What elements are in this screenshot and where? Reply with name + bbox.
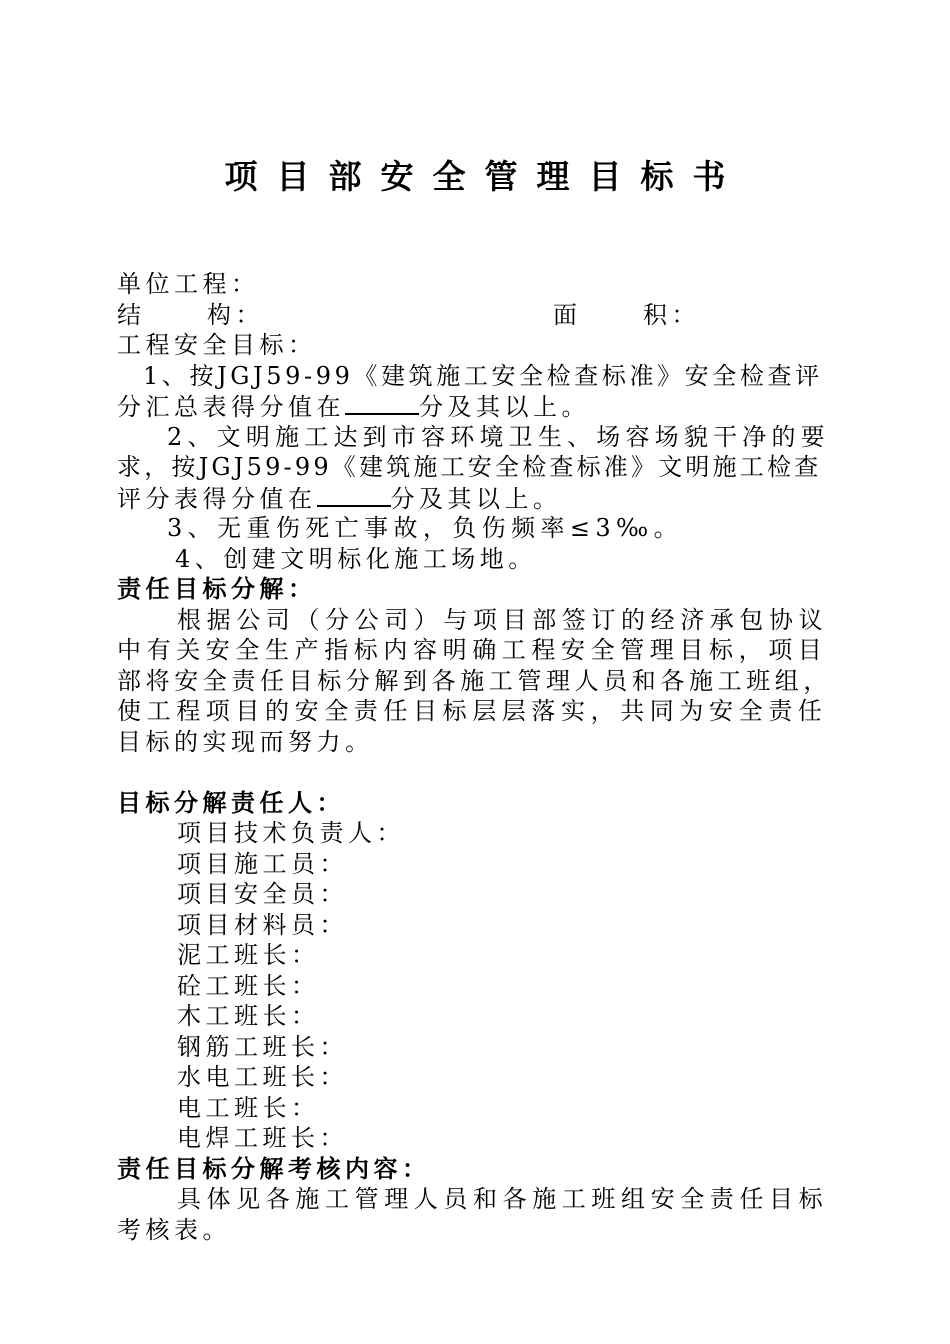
goal-1-text-after-blank: 分及其以上。: [419, 393, 590, 421]
goal-4: 4、创建文明标化施工场地。: [175, 544, 537, 573]
responsible-item: 项目材料员：: [177, 910, 348, 939]
goal-2-text-before-blank: 评分表得分值在: [117, 484, 317, 513]
assessment-heading: 责任目标分解考核内容：: [117, 1153, 431, 1183]
goal-1-line-1: 1、按JGJ59-99《建筑施工安全检查标准》安全检查评: [143, 361, 823, 390]
responsible-item: 电焊工班长：: [177, 1124, 348, 1152]
responsible-item: 木工班长：: [177, 1002, 320, 1030]
structure-label-part-a: 结: [117, 300, 146, 329]
decomposition-para-line-5: 目标的实现而努力。: [117, 727, 374, 756]
goal-3: 3、无重伤死亡事故，负伤频率≤3‰。: [167, 514, 684, 542]
structure-area-row: [117, 300, 857, 331]
responsible-item: 泥工班长：: [177, 941, 320, 969]
safety-goal-label: 工程安全目标：: [117, 331, 317, 359]
goal-2-line-1: 2、文明施工达到市容环境卫生、场容场貌干净的要: [167, 422, 830, 451]
responsible-item: 砼工班长：: [177, 971, 320, 1000]
decomposition-para-line-4: 使工程项目的安全责任目标层层落实，共同为安全责任: [117, 697, 828, 725]
assessment-line-1: 具体见各施工管理人员和各施工班组安全责任目标: [177, 1185, 829, 1213]
responsible-item: 项目安全员：: [177, 880, 348, 908]
goal-2-line-2: 求，按JGJ59-99《建筑施工安全检查标准》文明施工检查: [117, 453, 822, 481]
structure-label-part-b: 构：: [207, 300, 264, 329]
document-title: 项目部安全管理目标书: [224, 157, 745, 196]
responsible-item: 项目技术负责人：: [177, 819, 405, 847]
responsible-item: 项目施工员：: [177, 849, 348, 878]
goal-1-line-2: [117, 391, 857, 422]
decomposition-para-line-2: 中有关安全生产指标内容明确工程安全管理目标，项目: [117, 636, 828, 664]
decomposition-para-line-3: 部将安全责任目标分解到各施工管理人员和各施工班组，: [117, 666, 832, 695]
goal-2-line-3: [117, 483, 857, 514]
area-label-part-b: 积：: [643, 300, 700, 329]
goal-1-text-before-blank: 分汇总表得分值在: [117, 393, 345, 421]
document-body: [117, 269, 857, 1245]
responsible-item: 水电工班长：: [177, 1063, 348, 1091]
decomposition-para-line-1: 根据公司（分公司）与项目部签订的经济承包协议: [177, 605, 829, 634]
responsible-item: 钢筋工班长：: [177, 1032, 348, 1061]
decomposition-heading: 责任目标分解：: [117, 574, 317, 603]
unit-project-field: 单位工程：: [117, 270, 260, 298]
blank-spacer: [117, 757, 857, 788]
assessment-line-2: 考核表。: [117, 1215, 231, 1244]
area-label-part-a: 面: [553, 300, 582, 329]
goal-2-text-after-blank: 分及其以上。: [390, 484, 562, 513]
responsible-item: 电工班长：: [177, 1093, 320, 1122]
goal-1-score-blank: [345, 391, 419, 415]
goal-2-score-blank: [317, 483, 391, 507]
responsible-heading: 目标分解责任人：: [117, 787, 345, 817]
